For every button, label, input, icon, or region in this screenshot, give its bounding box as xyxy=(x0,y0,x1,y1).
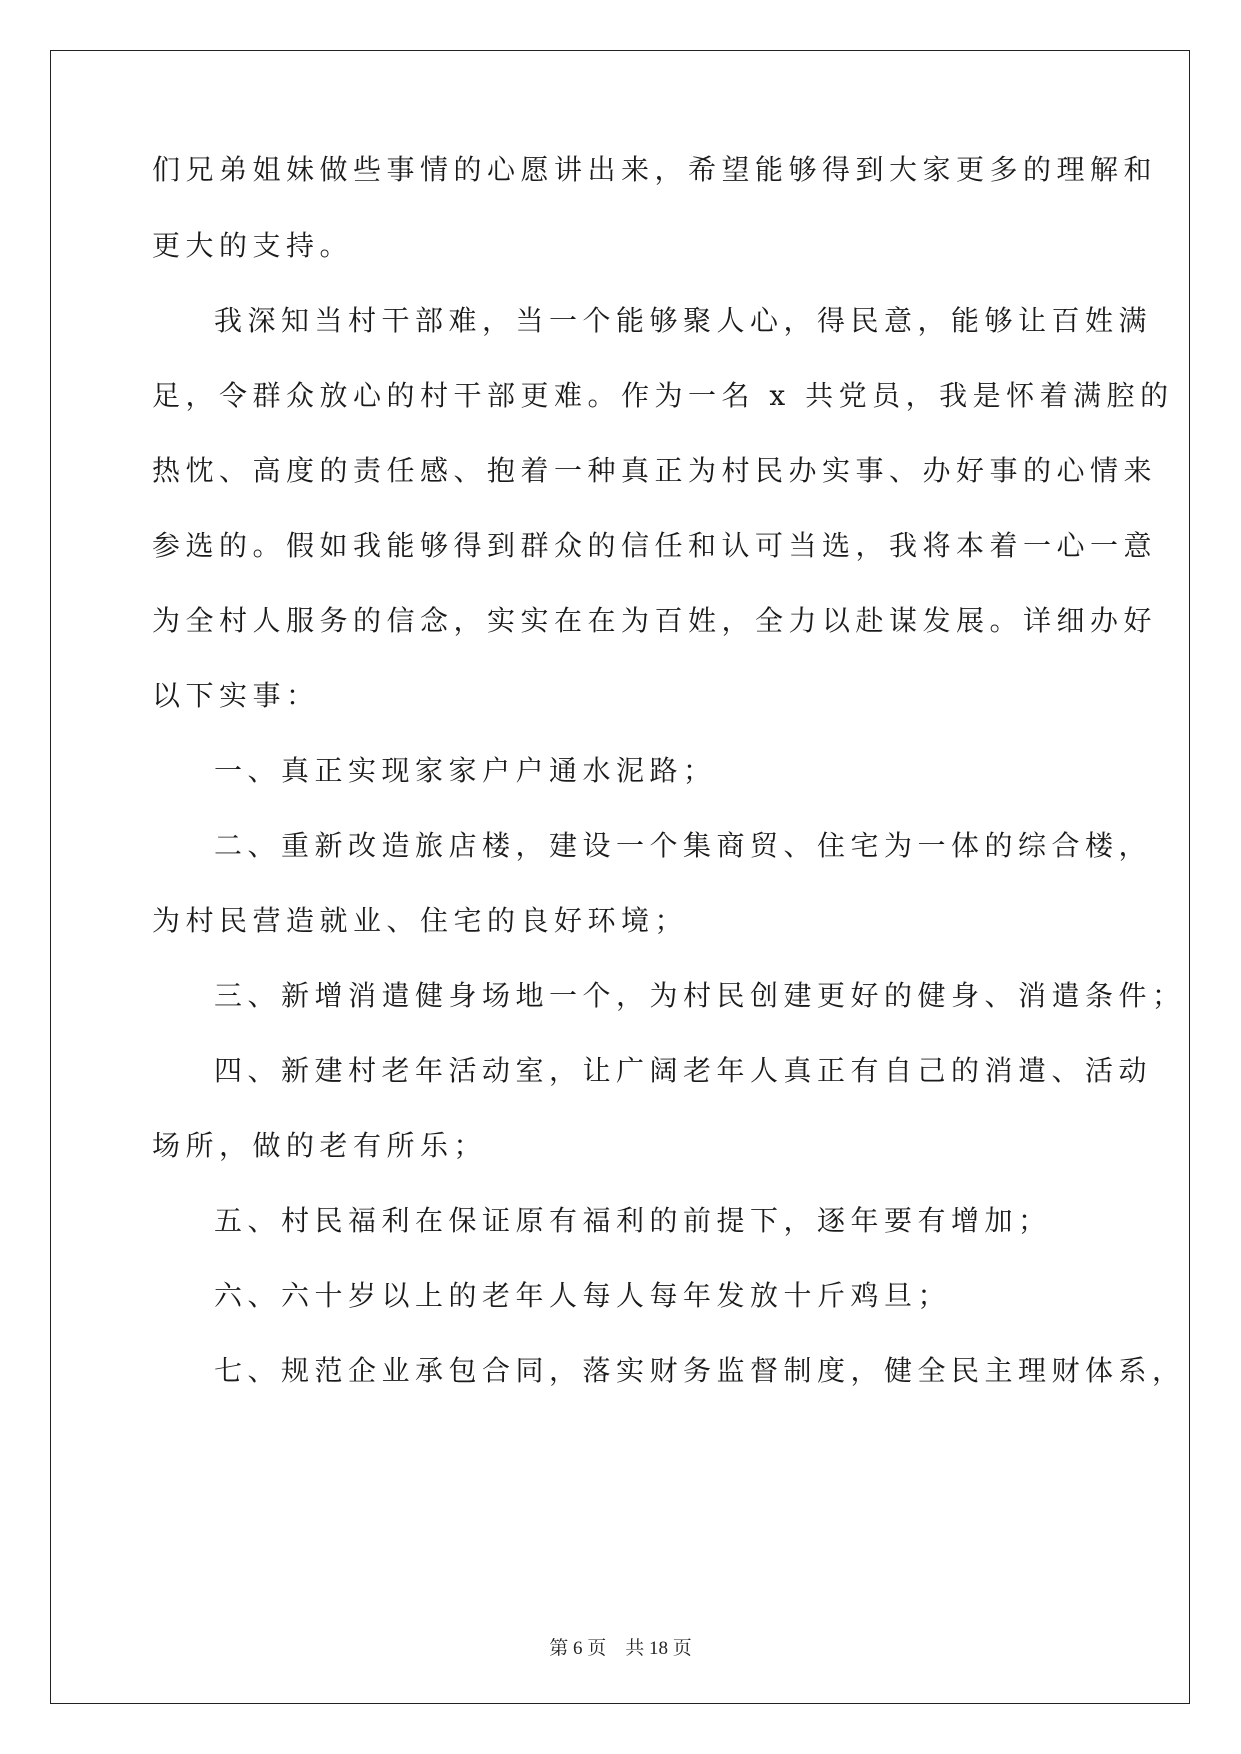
text-line: 五、村民福利在保证原有福利的前提下，逐年要有增加； xyxy=(214,1204,1052,1237)
page-total: 共 18 页 xyxy=(625,1638,692,1659)
text-line: 七、规范企业承包合同，落实财务监督制度，健全民主理财体系， xyxy=(214,1354,1186,1387)
text-line: 足，令群众放心的村干部更难。作为一名 x 共党员，我是怀着满腔的 xyxy=(152,379,1174,412)
text-line: 们兄弟姐妹做些事情的心愿讲出来，希望能够得到大家更多的理解和 xyxy=(152,153,1158,186)
text-line: 一、真正实现家家户户通水泥路； xyxy=(214,754,717,787)
text-line: 三、新增消遣健身场地一个，为村民创建更好的健身、消遣条件； xyxy=(214,979,1186,1012)
text-line: 四、新建村老年活动室，让广阔老年人真正有自己的消遣、活动 xyxy=(214,1054,1153,1087)
text-line: 为全村人服务的信念，实实在在为百姓，全力以赴谋发展。详细办好 xyxy=(152,604,1158,637)
text-line: 为村民营造就业、住宅的良好环境； xyxy=(152,904,689,937)
text-line: 以下实事： xyxy=(152,679,320,712)
page-footer xyxy=(0,1633,1241,1660)
text-line: 热忱、高度的责任感、抱着一种真正为村民办实事、办好事的心情来 xyxy=(152,454,1158,487)
text-line: 更大的支持。 xyxy=(152,229,354,262)
text-line: 参选的。假如我能够得到群众的信任和认可当选，我将本着一心一意 xyxy=(152,529,1158,562)
page-number: 第 6 页 xyxy=(549,1638,607,1659)
text-line: 场所，做的老有所乐； xyxy=(152,1129,488,1162)
page-border xyxy=(50,50,1190,1704)
text-line: 二、重新改造旅店楼，建设一个集商贸、住宅为一体的综合楼， xyxy=(214,829,1153,862)
text-line: 六、六十岁以上的老年人每人每年发放十斤鸡旦； xyxy=(214,1279,952,1312)
text-line: 我深知当村干部难，当一个能够聚人心，得民意，能够让百姓满 xyxy=(214,304,1153,337)
